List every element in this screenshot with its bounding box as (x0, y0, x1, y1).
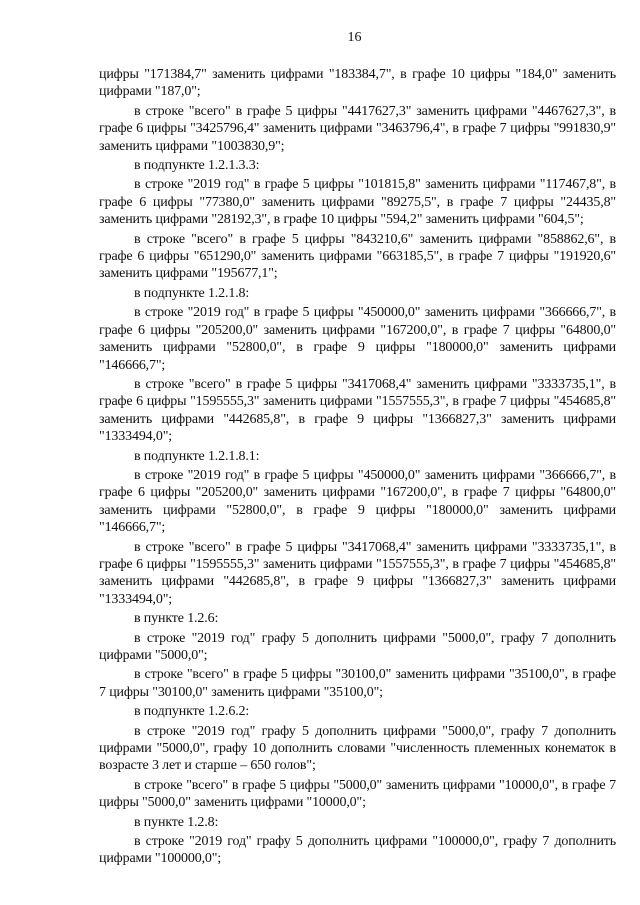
paragraph: в подпункте 1.2.6.2: (134, 704, 250, 720)
paragraph: в строке "2019 год" графу 5 дополнить цифрами "5000,0", графу 7 дополнить цифрами "5000,0", графу 10 дополнить словами "численность племенных конематок в возрасте 3 лет и старше – 650 голов"; (99, 723, 616, 774)
paragraph: в пункте 1.2.6: (134, 611, 219, 627)
paragraph: в строке "2019 год" графу 5 дополнить цифрами "5000,0", графу 7 дополнить цифрами "5000,0"; (99, 630, 616, 663)
paragraph: в строке "2019 год" в графе 5 цифры "450000,0" заменить цифрами "366666,7", в графе 6 цифры "205200,0" заменить цифрами "167200,0", в графе 7 цифры "64800,0" заменить цифрами "52800,0", в графе 9 цифры "180000,0" заменить цифрами "146666,7"; (99, 467, 616, 536)
paragraph: в строке "всего" в графе 5 цифры "843210,6" заменить цифрами "858862,6", в графе 6 цифры "651290,0" заменить цифрами "663185,5", в графе 7 цифры "191920,6" заменить цифрами "195677,1"; (99, 231, 616, 282)
paragraph: в пункте 1.2.8: (134, 814, 219, 830)
paragraph: в строке "всего" в графе 5 цифры "4417627,3" заменить цифрами "4467627,3", в графе 6 цифры "3425796,4" заменить цифрами "3463796,4", в графе 7 цифры "991830,9" заменить цифрами "1003830,9"; (99, 103, 616, 154)
paragraph: в подпункте 1.2.1.3.3: (134, 158, 260, 174)
paragraph: в строке "всего" в графе 5 цифры "3417068,4" заменить цифрами "3333735,1", в графе 6 цифры "1595555,3" заменить цифрами "1557555,3", в графе 7 цифры "454685,8" заменить цифрами "442685,8", в графе 9 цифры "1366827,3" заменить цифрами "1333494,0"; (99, 376, 616, 445)
paragraph: в строке "2019 год" в графе 5 цифры "101815,8" заменить цифрами "117467,8", в графе 6 цифры "77380,0" заменить цифрами "89275,5", в графе 7 цифры "24435,8" заменить цифрами "28192,3", в графе 10 цифры "594,2" заменить цифрами "604,5"; (99, 177, 616, 228)
paragraph: в строке "всего" в графе 5 цифры "5000,0" заменить цифрами "10000,0", в графе 7 цифры "5000,0" заменить цифрами "10000,0"; (99, 777, 616, 811)
paragraph: в строке "2019 год" графу 5 дополнить цифрами "100000,0", графу 7 дополнить цифрами "100000,0"; (99, 834, 616, 867)
page-number: 16 (347, 30, 362, 45)
paragraph: в подпункте 1.2.1.8: (134, 285, 250, 301)
paragraph: в строке "всего" в графе 5 цифры "30100,0" заменить цифрами "35100,0", в графе 7 цифры "30100,0" заменить цифрами "35100,0"; (99, 667, 616, 700)
paragraph: в строке "2019 год" в графе 5 цифры "450000,0" заменить цифрами "366666,7", в графе 6 цифры "205200,0" заменить цифрами "167200,0", в графе 7 цифры "64800,0" заменить цифрами "52800,0", в графе 9 цифры "180000,0" заменить цифрами "146666,7"; (99, 305, 616, 373)
paragraph: в строке "всего" в графе 5 цифры "3417068,4" заменить цифрами "3333735,1", в графе 6 цифры "1595555,3" заменить цифрами "1557555,3", в графе 7 цифры "454685,8" заменить цифрами "442685,8", в графе 9 цифры "1366827,3" заменить цифрами "1333494,0"; (99, 539, 616, 607)
paragraph: цифры "171384,7" заменить цифрами "183384,7", в графе 10 цифры "184,0" заменить цифрами "187,0"; (99, 67, 616, 100)
document-body (99, 66, 616, 868)
paragraph: в подпункте 1.2.1.8.1: (134, 448, 260, 464)
